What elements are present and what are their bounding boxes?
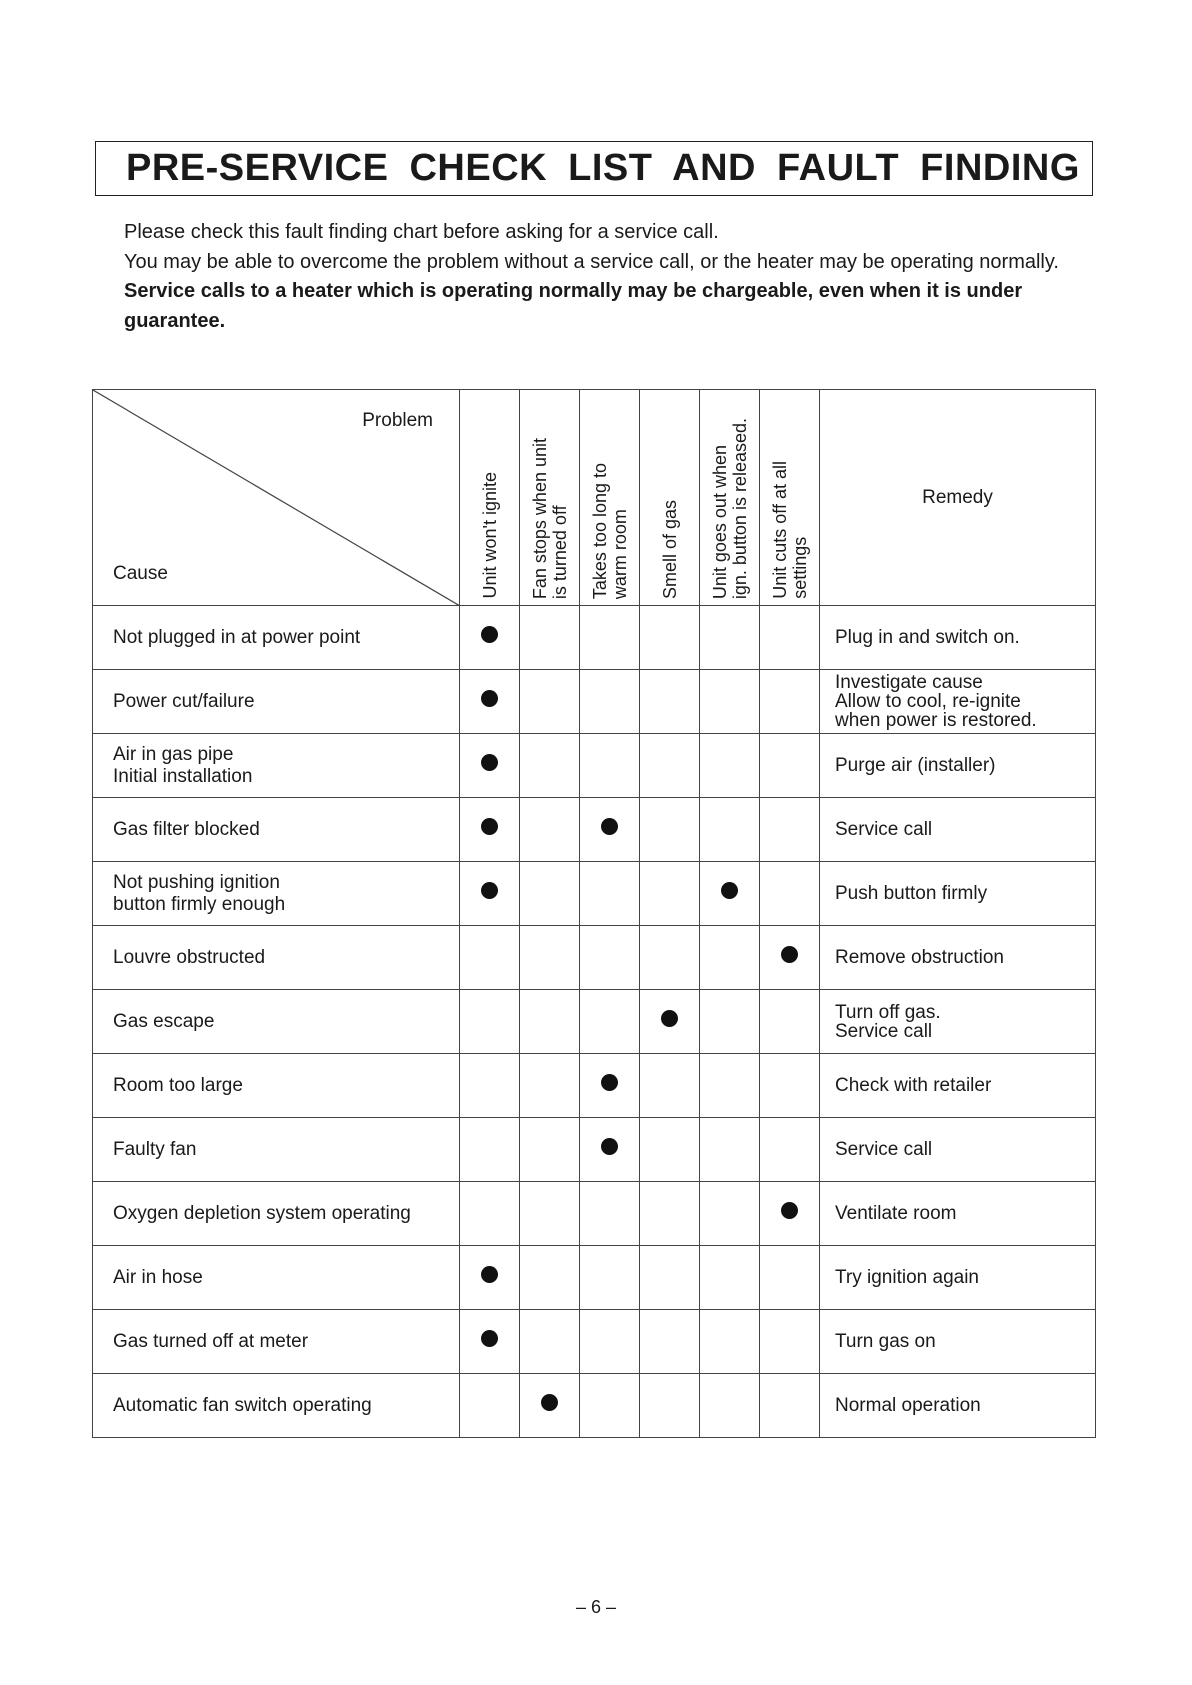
intro-text — [124, 218, 1096, 336]
problem-header-3: Smell of gas — [640, 390, 700, 606]
problem-header-1: Fan stops when unit is turned off — [520, 390, 580, 606]
cause-cell — [93, 1310, 460, 1374]
remedy-text: when power is restored. — [835, 710, 1037, 731]
dot-icon — [661, 1010, 678, 1027]
table-row — [93, 1246, 1096, 1310]
dot-icon — [481, 754, 498, 771]
remedy-text: Service call — [835, 1139, 933, 1160]
table-header-row — [93, 390, 1096, 606]
mark-cell — [760, 990, 820, 1054]
remedy-cell — [820, 1310, 1096, 1374]
intro-warning: Service calls to a heater which is operating normally may be chargeable, even when it is under guarantee. — [124, 280, 1023, 332]
cause-text: Air in gas pipe — [113, 743, 234, 765]
remedy-cell — [820, 1118, 1096, 1182]
mark-cell — [460, 1182, 520, 1246]
mark-cell — [520, 1310, 580, 1374]
cause-text: Faulty fan — [113, 1138, 197, 1160]
remedy-text: Try ignition again — [835, 1267, 979, 1288]
mark-cell — [700, 1118, 760, 1182]
mark-cell — [760, 606, 820, 670]
mark-cell — [700, 1246, 760, 1310]
mark-cell — [580, 1182, 640, 1246]
fault-finding-table — [92, 389, 1096, 1438]
cause-cell — [93, 670, 460, 734]
cause-text: Not plugged in at power point — [113, 626, 361, 648]
mark-cell — [520, 1246, 580, 1310]
remedy-text: Service call — [835, 1020, 933, 1042]
cause-text: Not pushing ignition — [113, 871, 280, 893]
table-row — [93, 1054, 1096, 1118]
table-row — [93, 1182, 1096, 1246]
mark-cell — [640, 926, 700, 990]
cause-cell — [93, 990, 460, 1054]
remedy-text: Investigate cause — [835, 672, 983, 693]
mark-cell — [460, 606, 520, 670]
remedy-cell — [820, 990, 1096, 1054]
mark-cell — [760, 670, 820, 734]
cause-text: Initial installation — [113, 765, 253, 787]
problem-header-5: Unit cuts off at all settings — [760, 390, 820, 606]
mark-cell — [700, 1374, 760, 1438]
mark-cell — [700, 606, 760, 670]
mark-cell — [640, 990, 700, 1054]
remedy-cell — [820, 926, 1096, 990]
mark-cell — [640, 1374, 700, 1438]
mark-cell — [520, 670, 580, 734]
cause-cell — [93, 798, 460, 862]
table-row — [93, 606, 1096, 670]
mark-cell — [460, 734, 520, 798]
mark-cell — [760, 862, 820, 926]
mark-cell — [700, 990, 760, 1054]
mark-cell — [460, 1054, 520, 1118]
cause-text: Gas turned off at meter — [113, 1330, 309, 1352]
mark-cell — [580, 1246, 640, 1310]
cause-text: Gas escape — [113, 1010, 215, 1032]
dot-icon — [481, 882, 498, 899]
cause-cell — [93, 926, 460, 990]
table-row — [93, 1310, 1096, 1374]
mark-cell — [580, 606, 640, 670]
mark-cell — [520, 606, 580, 670]
cause-cell — [93, 862, 460, 926]
mark-cell — [460, 1374, 520, 1438]
cause-cell — [93, 1118, 460, 1182]
page-number: – 6 – — [575, 1597, 617, 1617]
mark-cell — [700, 1182, 760, 1246]
dot-icon — [601, 1074, 618, 1091]
dot-icon — [481, 690, 498, 707]
mark-cell — [520, 1118, 580, 1182]
cause-cell — [93, 734, 460, 798]
mark-cell — [760, 1054, 820, 1118]
intro-line-1: Please check this fault finding chart before asking for a service call. — [124, 221, 719, 243]
mark-cell — [700, 926, 760, 990]
mark-cell — [760, 734, 820, 798]
remedy-header: Remedy — [820, 390, 1096, 606]
mark-cell — [520, 926, 580, 990]
mark-cell — [760, 926, 820, 990]
mark-cell — [700, 734, 760, 798]
remedy-text: Check with retailer — [835, 1075, 992, 1096]
mark-cell — [460, 1118, 520, 1182]
intro-line-2: You may be able to overcome the problem without a service call, or the heater may be operating normally. — [124, 250, 1059, 273]
cause-cell — [93, 606, 460, 670]
remedy-text: Push button firmly — [835, 883, 988, 904]
mark-cell — [520, 734, 580, 798]
remedy-cell — [820, 670, 1096, 734]
mark-cell — [700, 1054, 760, 1118]
table-row — [93, 862, 1096, 926]
cause-text: Air in hose — [113, 1266, 203, 1288]
remedy-cell — [820, 798, 1096, 862]
mark-cell — [580, 990, 640, 1054]
remedy-text: Remove obstruction — [835, 947, 1004, 968]
mark-cell — [760, 1374, 820, 1438]
remedy-text: Normal operation — [835, 1395, 981, 1416]
mark-cell — [580, 1374, 640, 1438]
dot-icon — [481, 626, 498, 643]
table-row — [93, 1374, 1096, 1438]
cause-text: Louvre obstructed — [113, 946, 266, 968]
cause-text: Automatic fan switch operating — [113, 1394, 372, 1416]
table-row — [93, 1118, 1096, 1182]
mark-cell — [460, 990, 520, 1054]
cause-text: Power cut/failure — [113, 690, 255, 712]
mark-cell — [460, 670, 520, 734]
mark-cell — [460, 1246, 520, 1310]
mark-cell — [640, 670, 700, 734]
remedy-text: Turn off gas. — [835, 1001, 941, 1023]
cause-text: button firmly enough — [113, 893, 286, 915]
problem-header-0: Unit won't ignite — [460, 390, 520, 606]
mark-cell — [460, 798, 520, 862]
mark-cell — [700, 862, 760, 926]
dot-icon — [481, 818, 498, 835]
mark-cell — [580, 926, 640, 990]
mark-cell — [760, 1310, 820, 1374]
dot-icon — [781, 946, 798, 963]
mark-cell — [760, 1182, 820, 1246]
table-row — [93, 926, 1096, 990]
remedy-text: Ventilate room — [835, 1203, 957, 1224]
mark-cell — [460, 862, 520, 926]
mark-cell — [460, 926, 520, 990]
mark-cell — [580, 1054, 640, 1118]
mark-cell — [640, 734, 700, 798]
cause-cell — [93, 1054, 460, 1118]
table-row — [93, 798, 1096, 862]
remedy-cell — [820, 1246, 1096, 1310]
mark-cell — [520, 990, 580, 1054]
dot-icon — [601, 818, 618, 835]
mark-cell — [640, 1246, 700, 1310]
mark-cell — [580, 1118, 640, 1182]
mark-cell — [640, 1054, 700, 1118]
mark-cell — [640, 1310, 700, 1374]
cause-text: Gas filter blocked — [113, 818, 260, 840]
corner-cell — [93, 390, 460, 606]
cause-cell — [93, 1182, 460, 1246]
mark-cell — [520, 1182, 580, 1246]
mark-cell — [760, 798, 820, 862]
mark-cell — [580, 670, 640, 734]
remedy-cell — [820, 606, 1096, 670]
mark-cell — [580, 1310, 640, 1374]
mark-cell — [580, 798, 640, 862]
mark-cell — [520, 798, 580, 862]
mark-cell — [460, 1310, 520, 1374]
corner-cause-label: Cause — [113, 563, 168, 584]
dot-icon — [781, 1202, 798, 1219]
table-row — [93, 670, 1096, 734]
problem-header-4: Unit goes out when ign. button is released. — [700, 390, 760, 606]
mark-cell — [640, 1118, 700, 1182]
cause-cell — [93, 1246, 460, 1310]
mark-cell — [640, 862, 700, 926]
mark-cell — [520, 1374, 580, 1438]
cause-text: Room too large — [113, 1074, 243, 1096]
remedy-text: Allow to cool, re-ignite — [835, 691, 1021, 712]
mark-cell — [760, 1118, 820, 1182]
dot-icon — [481, 1330, 498, 1347]
cause-cell — [93, 1374, 460, 1438]
problem-header-2: Takes too long to warm room — [580, 390, 640, 606]
mark-cell — [640, 606, 700, 670]
table-row — [93, 990, 1096, 1054]
remedy-cell — [820, 1054, 1096, 1118]
mark-cell — [640, 1182, 700, 1246]
mark-cell — [580, 862, 640, 926]
mark-cell — [520, 1054, 580, 1118]
mark-cell — [760, 1246, 820, 1310]
dot-icon — [601, 1138, 618, 1155]
title-box — [95, 141, 1093, 196]
remedy-cell — [820, 734, 1096, 798]
mark-cell — [700, 670, 760, 734]
cause-text: Oxygen depletion system operating — [113, 1202, 411, 1224]
mark-cell — [520, 862, 580, 926]
remedy-cell — [820, 1182, 1096, 1246]
mark-cell — [640, 798, 700, 862]
remedy-text: Purge air (installer) — [835, 755, 996, 776]
table-row — [93, 734, 1096, 798]
dot-icon — [541, 1394, 558, 1411]
mark-cell — [700, 1310, 760, 1374]
corner-problem-label: Problem — [362, 410, 433, 431]
remedy-text: Turn gas on — [835, 1331, 936, 1352]
mark-cell — [580, 734, 640, 798]
page-title: PRE-SERVICE CHECK LIST AND FAULT FINDING — [126, 147, 1080, 189]
mark-cell — [700, 798, 760, 862]
remedy-cell — [820, 1374, 1096, 1438]
remedy-text: Plug in and switch on. — [835, 627, 1020, 648]
remedy-cell — [820, 862, 1096, 926]
dot-icon — [481, 1266, 498, 1283]
remedy-text: Service call — [835, 819, 933, 840]
dot-icon — [721, 882, 738, 899]
